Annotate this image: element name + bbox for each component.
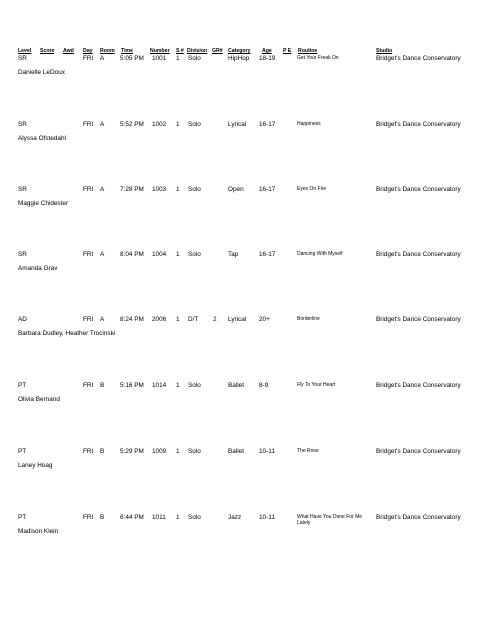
entry-row: [0, 187, 495, 247]
cell-gr: 2: [213, 316, 217, 323]
cell-number: 1009: [152, 448, 167, 455]
entry-row: [0, 122, 495, 182]
cell-time: 5:52 PM: [120, 121, 144, 128]
cell-time: 5:05 PM: [120, 55, 144, 62]
header-category: Category: [228, 48, 251, 54]
cell-age: 16-17: [259, 121, 276, 128]
cell-day: FRI: [83, 316, 94, 323]
header-pe: P E: [283, 48, 292, 54]
cell-s: 1: [176, 186, 180, 193]
cell-studio: Bridget's Dance Conservatory: [376, 251, 461, 258]
cell-category: Ballet: [228, 448, 244, 455]
header-level: Level: [18, 48, 32, 54]
cell-day: FRI: [83, 55, 94, 62]
cell-room: A: [100, 186, 105, 193]
cell-category: Ballet: [228, 382, 244, 389]
cell-routine: Eyes On Fire: [297, 186, 327, 192]
cell-time: 8:04 PM: [120, 251, 144, 258]
cell-dancers: Danielle LeDoux: [18, 69, 65, 76]
cell-routine: Dancing With Myself: [297, 251, 343, 257]
cell-level: AD: [18, 316, 27, 323]
cell-level: PT: [18, 382, 27, 389]
header-time: Time: [121, 48, 134, 54]
cell-studio: Bridget's Dance Conservatory: [376, 316, 461, 323]
cell-time: 7:28 PM: [120, 186, 144, 193]
header-score: Score: [40, 48, 55, 54]
cell-number: 1011: [152, 514, 166, 521]
cell-day: FRI: [83, 514, 94, 521]
header-awd: Awd: [63, 48, 74, 54]
cell-division: D/T: [188, 316, 199, 323]
cell-number: 1003: [152, 186, 167, 193]
cell-level: SR: [18, 121, 27, 128]
cell-age: 8-9: [259, 382, 269, 389]
cell-room: A: [100, 121, 105, 128]
cell-category: Open: [228, 186, 244, 193]
cell-dancers: Maggie Chidester: [18, 200, 69, 207]
cell-division: Solo: [188, 514, 201, 521]
cell-time: 5:16 PM: [120, 382, 144, 389]
cell-age: 18-19: [259, 55, 276, 62]
entry-row: [0, 252, 495, 312]
header-studio: Studio: [376, 48, 393, 54]
cell-level: SR: [18, 251, 27, 258]
cell-s: 1: [176, 382, 180, 389]
cell-division: Solo: [188, 55, 201, 62]
cell-room: A: [100, 316, 105, 323]
cell-category: Jazz: [228, 514, 242, 521]
cell-level: PT: [18, 514, 27, 521]
cell-division: Solo: [188, 382, 201, 389]
cell-division: Solo: [188, 186, 201, 193]
cell-level: SR: [18, 55, 27, 62]
cell-division: Solo: [188, 448, 201, 455]
cell-routine: What Have You Done For Me Lately: [297, 514, 363, 526]
cell-s: 1: [176, 448, 180, 455]
cell-dancers: Madison Klein: [18, 528, 59, 535]
cell-room: A: [100, 55, 105, 62]
cell-age: 16-17: [259, 186, 276, 193]
entry-row: [0, 383, 495, 443]
cell-dancers: Barbara Dudley, Heather Trocinski: [18, 330, 116, 337]
cell-s: 1: [176, 251, 180, 258]
cell-day: FRI: [83, 121, 94, 128]
cell-day: FRI: [83, 251, 94, 258]
cell-number: 1001: [152, 55, 167, 62]
cell-studio: Bridget's Dance Conservatory: [376, 121, 461, 128]
cell-age: 10-11: [259, 448, 275, 455]
cell-dancers: Laney Hoag: [18, 462, 53, 469]
header-division: Division: [187, 48, 208, 54]
cell-s: 1: [176, 55, 180, 62]
cell-category: Lyrical: [228, 316, 247, 323]
cell-number: 1002: [152, 121, 167, 128]
cell-routine: The Rose: [297, 448, 319, 454]
cell-division: Solo: [188, 251, 201, 258]
cell-routine: Fly To Your Heart: [297, 382, 336, 388]
cell-day: FRI: [83, 382, 94, 389]
cell-routine: Happiness: [297, 121, 321, 127]
cell-studio: Bridget's Dance Conservatory: [376, 55, 461, 62]
header-day: Day: [83, 48, 93, 54]
entry-row: [0, 515, 495, 575]
header-gr: GR#: [212, 48, 223, 54]
cell-day: FRI: [83, 186, 94, 193]
cell-s: 1: [176, 514, 180, 521]
cell-category: HipHop: [228, 55, 250, 62]
cell-dancers: Amanda Grav: [18, 265, 58, 272]
cell-room: B: [100, 382, 105, 389]
cell-room: B: [100, 514, 105, 521]
cell-age: 20+: [259, 316, 270, 323]
cell-time: 5:29 PM: [120, 448, 144, 455]
cell-studio: Bridget's Dance Conservatory: [376, 382, 461, 389]
header-room: Room: [100, 48, 115, 54]
cell-s: 1: [176, 316, 180, 323]
cell-level: PT: [18, 448, 27, 455]
cell-room: A: [100, 251, 105, 258]
cell-number: 2006: [152, 316, 167, 323]
cell-dancers: Alyssa Ofstedahl: [18, 135, 66, 142]
entry-row: [0, 317, 495, 377]
entry-row: [0, 449, 495, 509]
cell-number: 1004: [152, 251, 167, 258]
cell-studio: Bridget's Dance Conservatory: [376, 448, 461, 455]
entry-row: [0, 56, 495, 116]
cell-routine: Get Your Freak On: [297, 55, 339, 61]
header-age: Age: [262, 48, 272, 54]
cell-room: B: [100, 448, 105, 455]
cell-number: 1014: [152, 382, 167, 389]
cell-level: SR: [18, 186, 27, 193]
cell-routine: Borderline: [297, 316, 320, 322]
cell-time: 6:44 PM: [120, 514, 144, 521]
header-s: S #: [176, 48, 184, 54]
header-number: Number: [150, 48, 170, 54]
cell-age: 16-17: [259, 251, 276, 258]
cell-division: Solo: [188, 121, 201, 128]
cell-time: 8:24 PM: [120, 316, 144, 323]
cell-s: 1: [176, 121, 180, 128]
cell-studio: Bridget's Dance Conservatory: [376, 186, 461, 193]
cell-studio: Bridget's Dance Conservatory: [376, 514, 461, 521]
cell-category: Lyrical: [228, 121, 247, 128]
header-routine: Routine: [298, 48, 318, 54]
cell-day: FRI: [83, 448, 94, 455]
cell-dancers: Olivia Bernand: [18, 396, 60, 403]
cell-age: 10-11: [259, 514, 275, 521]
cell-category: Tap: [228, 251, 239, 258]
